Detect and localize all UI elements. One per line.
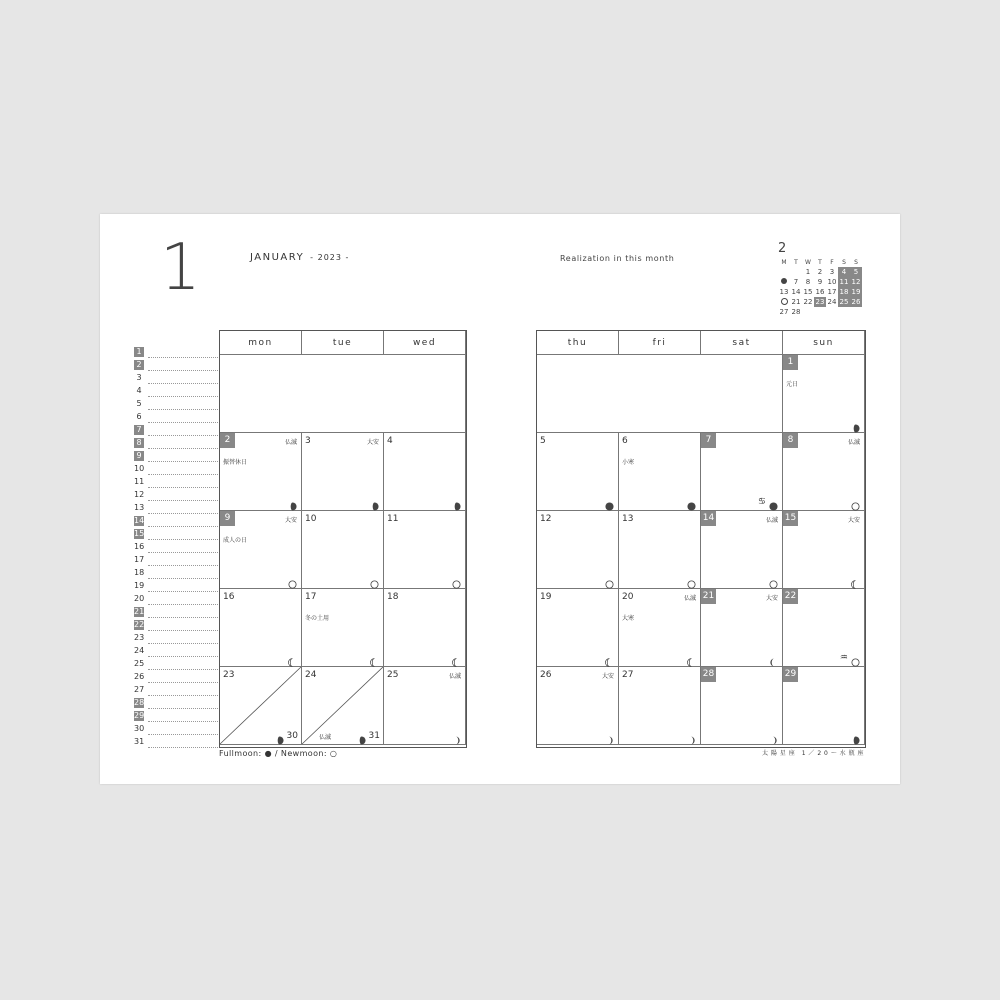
moon-phase-icon <box>357 730 366 739</box>
mini-calendar <box>778 242 868 317</box>
mini-day <box>850 307 862 317</box>
day-number: 24 <box>305 670 317 680</box>
day-number: 4 <box>387 436 393 446</box>
day-number: 26 <box>540 670 552 680</box>
day-line-number: 12 <box>134 490 145 499</box>
day-line-number: 8 <box>134 438 144 448</box>
rokuyo-label: 仏滅 <box>847 439 860 446</box>
moon-phase-icon <box>288 574 297 583</box>
moon-phase-icon <box>275 730 284 739</box>
day-line-number: 17 <box>134 555 145 564</box>
day-cell <box>220 433 302 511</box>
day-line-number: 10 <box>134 464 145 473</box>
mini-day: 24 <box>827 298 837 306</box>
day-cell <box>619 433 701 511</box>
rokuyo-label: 大安 <box>284 517 297 524</box>
month-name: JANUARY <box>250 252 305 263</box>
zodiac-icon: ♋ <box>757 497 766 507</box>
moon-phase-icon <box>605 574 614 583</box>
moon-phase-icon <box>769 730 778 739</box>
rokuyo-label: 大安 <box>601 673 614 680</box>
month-title <box>250 252 349 263</box>
mini-day: 7 <box>793 278 799 286</box>
day-line-number: 3 <box>136 373 142 382</box>
day-line-number: 2 <box>134 360 144 370</box>
day-number: 3 <box>305 436 311 446</box>
holiday-label: 小寒 <box>622 459 635 466</box>
day-cell <box>537 433 619 511</box>
mini-day <box>814 307 826 317</box>
holiday-label: 大寒 <box>622 615 635 622</box>
day-number: 18 <box>387 592 399 602</box>
moon-legend: Fullmoon: ● / Newmoon: ○ <box>219 749 338 758</box>
day-line <box>134 606 218 619</box>
day-cell <box>537 355 783 433</box>
mini-day: 14 <box>791 288 801 296</box>
mini-day: 15 <box>803 288 813 296</box>
day-line <box>134 463 218 476</box>
day-line-rule <box>148 435 218 436</box>
day-line-rule <box>148 747 218 748</box>
day-cell <box>220 667 302 745</box>
day-line-rule <box>148 422 218 423</box>
weekday-header: sun <box>783 331 865 355</box>
rokuyo-label: 仏滅 <box>683 595 696 602</box>
calendar-left <box>219 330 467 748</box>
day-line <box>134 502 218 515</box>
mini-day: 13 <box>779 288 789 296</box>
rokuyo-label: 仏滅 <box>284 439 297 446</box>
day-number: 1 <box>783 355 798 370</box>
weekday-header: thu <box>537 331 619 355</box>
day-cell <box>619 667 701 745</box>
day-number: 22 <box>783 589 798 604</box>
day-line-number: 20 <box>134 594 145 603</box>
day-cell <box>537 667 619 745</box>
moon-phase-icon <box>452 730 461 739</box>
day-number: 8 <box>783 433 798 448</box>
mini-day <box>778 297 790 307</box>
day-cell <box>783 355 865 433</box>
moon-phase-icon <box>605 496 614 505</box>
mini-day: 8 <box>805 278 811 286</box>
day-line <box>134 398 218 411</box>
zodiac-icon: ♒ <box>839 653 848 663</box>
day-line-number: 19 <box>134 581 145 590</box>
month-number: 1 <box>160 231 201 305</box>
mini-weekday: M <box>781 258 787 266</box>
weekday-header: tue <box>302 331 384 355</box>
day-line-number: 25 <box>134 659 145 668</box>
day-number: 6 <box>622 436 628 446</box>
day-line <box>134 515 218 528</box>
day-line <box>134 450 218 463</box>
day-cell <box>537 589 619 667</box>
day-number: 21 <box>701 589 716 604</box>
mini-day: 17 <box>827 288 837 296</box>
day-line-rule <box>148 539 218 540</box>
day-line-rule <box>148 357 218 358</box>
mini-day <box>802 307 814 317</box>
day-line-number: 14 <box>134 516 145 525</box>
day-line <box>134 424 218 437</box>
day-line-number: 26 <box>134 672 145 681</box>
day-line <box>134 567 218 580</box>
day-line-number: 9 <box>134 451 144 461</box>
day-number: 11 <box>387 514 399 524</box>
day-line <box>134 658 218 671</box>
day-cell <box>701 511 783 589</box>
moon-phase-icon <box>370 652 379 661</box>
mini-week-row <box>778 277 862 287</box>
moon-phase-icon <box>769 574 778 583</box>
day-cell <box>220 355 466 433</box>
day-number: 2 <box>220 433 235 448</box>
day-line <box>134 645 218 658</box>
day-cell <box>783 511 865 589</box>
mini-day <box>790 267 802 277</box>
day-line <box>134 541 218 554</box>
day-cell <box>701 433 783 511</box>
day-number: 28 <box>701 667 716 682</box>
day-number: 14 <box>701 511 716 526</box>
day-line-rule <box>148 617 218 618</box>
day-line-number: 4 <box>136 386 142 395</box>
mini-day: 1 <box>805 268 811 276</box>
day-cell <box>302 511 384 589</box>
day-line <box>134 619 218 632</box>
mini-day: 12 <box>851 278 861 286</box>
day-line-rule <box>148 500 218 501</box>
day-line-number: 29 <box>134 711 145 720</box>
day-line-rule <box>148 604 218 605</box>
moon-phase-icon <box>452 574 461 583</box>
moon-phase-icon <box>288 652 297 661</box>
year-label: - 2023 - <box>310 253 350 262</box>
mini-day <box>838 307 850 317</box>
day-line <box>134 346 218 359</box>
mini-calendar-table <box>778 257 862 317</box>
split-day-number: 31 <box>368 731 380 741</box>
day-line <box>134 684 218 697</box>
day-number: 13 <box>622 514 634 524</box>
mini-weekday-row <box>778 257 862 267</box>
day-cell <box>302 589 384 667</box>
day-number: 27 <box>622 670 634 680</box>
day-number: 17 <box>305 592 317 602</box>
moon-phase-icon <box>605 652 614 661</box>
moon-phase-icon <box>452 652 461 661</box>
mini-day: 11 <box>839 278 849 286</box>
mini-day: 23 <box>815 298 825 306</box>
mini-day: 5 <box>850 267 862 277</box>
mini-calendar-month: 2 <box>778 241 787 256</box>
day-cell <box>384 667 466 745</box>
mini-day: 10 <box>827 278 837 286</box>
day-line-rule <box>148 552 218 553</box>
day-line-number: 21 <box>134 607 145 616</box>
mini-week-row <box>778 287 862 297</box>
day-line <box>134 632 218 645</box>
day-line-rule <box>148 734 218 735</box>
weekday-header: wed <box>384 331 466 355</box>
day-line-rule <box>148 695 218 696</box>
day-line <box>134 580 218 593</box>
day-line-number: 5 <box>136 399 142 408</box>
day-cell <box>783 667 865 745</box>
day-line-rule <box>148 526 218 527</box>
day-number: 23 <box>223 670 235 680</box>
day-cell <box>701 667 783 745</box>
day-cell <box>537 511 619 589</box>
day-cell <box>220 511 302 589</box>
mini-day: 3 <box>829 268 835 276</box>
day-line-rule <box>148 487 218 488</box>
day-line-rule <box>148 630 218 631</box>
day-line-number: 18 <box>134 568 145 577</box>
day-line-rule <box>148 474 218 475</box>
mini-day: 25 <box>839 298 849 306</box>
day-number: 12 <box>540 514 552 524</box>
mini-week-row <box>778 267 862 277</box>
day-number: 25 <box>387 670 399 680</box>
mini-day: 2 <box>817 268 823 276</box>
day-line-number: 15 <box>134 529 145 538</box>
moon-phase-icon <box>851 730 860 739</box>
day-number: 20 <box>622 592 634 602</box>
day-line-number: 23 <box>134 633 145 642</box>
day-line-rule <box>148 721 218 722</box>
mini-weekday: T <box>794 258 798 266</box>
day-line-number: 22 <box>134 620 145 629</box>
day-line <box>134 671 218 684</box>
day-line-rule <box>148 370 218 371</box>
day-number: 7 <box>701 433 716 448</box>
rokuyo-label: 仏滅 <box>448 673 461 680</box>
day-line <box>134 489 218 502</box>
day-number: 10 <box>305 514 317 524</box>
moon-phase-icon <box>851 496 860 505</box>
moon-phase-icon <box>687 652 696 661</box>
day-line <box>134 593 218 606</box>
day-cell <box>783 589 865 667</box>
day-number: 9 <box>220 511 235 526</box>
day-line-rule <box>148 656 218 657</box>
weekday-header: fri <box>619 331 701 355</box>
mini-day: 19 <box>851 288 861 296</box>
day-line <box>134 554 218 567</box>
day-cell <box>701 589 783 667</box>
mini-day: 27 <box>779 308 789 316</box>
day-line <box>134 723 218 736</box>
day-line <box>134 710 218 723</box>
day-line-rule <box>148 448 218 449</box>
mini-weekday: T <box>818 258 822 266</box>
day-number: 16 <box>223 592 235 602</box>
day-line-number: 27 <box>134 685 145 694</box>
moon-phase-icon <box>687 730 696 739</box>
day-number: 5 <box>540 436 546 446</box>
holiday-label: 振替休日 <box>223 459 248 466</box>
day-cell <box>783 433 865 511</box>
day-cell <box>619 589 701 667</box>
rokuyo-label: 仏滅 <box>765 517 778 524</box>
moon-phase-icon <box>769 652 778 661</box>
mini-day: 21 <box>791 298 801 306</box>
mini-day: 26 <box>851 298 861 306</box>
day-line-rule <box>148 513 218 514</box>
moon-phase-icon <box>288 496 297 505</box>
moon-phase-icon <box>370 496 379 505</box>
day-line <box>134 437 218 450</box>
solar-sign-note: 太 陽 星 座 1 ／ 2 0 ～ 水 瓶 座 <box>761 750 864 757</box>
mini-weekday: W <box>805 258 811 266</box>
day-cell <box>220 589 302 667</box>
day-line <box>134 736 218 749</box>
moon-phase-icon <box>370 574 379 583</box>
moon-phase-icon <box>687 574 696 583</box>
rokuyo-label: 大安 <box>847 517 860 524</box>
day-line <box>134 359 218 372</box>
day-line <box>134 385 218 398</box>
day-line-rule <box>148 643 218 644</box>
day-line-number: 7 <box>134 425 144 435</box>
moon-phase-icon <box>851 418 860 427</box>
day-line-rule <box>148 409 218 410</box>
rokuyo-label: 大安 <box>765 595 778 602</box>
moon-phase-icon <box>605 730 614 739</box>
day-line-rule <box>148 669 218 670</box>
rokuyo-label: 大安 <box>366 439 379 446</box>
day-cell <box>384 433 466 511</box>
moon-phase-icon <box>851 574 860 583</box>
day-number: 19 <box>540 592 552 602</box>
calendar-right <box>536 330 866 748</box>
day-line-rule <box>148 682 218 683</box>
mini-day: 4 <box>838 267 850 277</box>
moon-phase-icon <box>769 496 778 505</box>
day-line <box>134 697 218 710</box>
day-line-rule <box>148 708 218 709</box>
day-number: 29 <box>783 667 798 682</box>
day-line-rule <box>148 461 218 462</box>
weekday-header: mon <box>220 331 302 355</box>
mini-day <box>778 277 790 287</box>
full-moon-icon <box>781 278 787 284</box>
mini-day <box>826 307 838 317</box>
day-line-rule <box>148 578 218 579</box>
moon-phase-icon <box>851 652 860 661</box>
mini-weekday: S <box>854 258 858 266</box>
realization-title: Realization in this month <box>560 254 675 263</box>
rokuyo-label: 仏滅 <box>319 734 332 741</box>
moon-phase-icon <box>687 496 696 505</box>
day-cell <box>302 433 384 511</box>
holiday-label: 成人の日 <box>223 537 248 544</box>
day-cell <box>384 511 466 589</box>
day-number: 15 <box>783 511 798 526</box>
mini-week-row <box>778 297 862 307</box>
day-line-rule <box>148 396 218 397</box>
day-line-number: 16 <box>134 542 145 551</box>
day-line <box>134 476 218 489</box>
day-line-number: 31 <box>134 737 145 746</box>
day-cell <box>302 667 384 745</box>
mini-week-row <box>778 307 862 317</box>
weekday-header: sat <box>701 331 783 355</box>
day-line-number: 13 <box>134 503 145 512</box>
mini-day <box>778 267 790 277</box>
day-cell <box>384 589 466 667</box>
mini-day: 18 <box>839 288 849 296</box>
new-moon-icon <box>781 298 788 305</box>
holiday-label: 元日 <box>786 381 799 388</box>
day-line-number: 6 <box>136 412 142 421</box>
mini-weekday: F <box>830 258 834 266</box>
mini-weekday: S <box>842 258 846 266</box>
mini-day: 16 <box>815 288 825 296</box>
day-line-rule <box>148 565 218 566</box>
split-day-number: 30 <box>286 731 298 741</box>
mini-day: 22 <box>803 298 813 306</box>
day-cell <box>619 511 701 589</box>
day-line-rule <box>148 383 218 384</box>
day-line-number: 30 <box>134 724 145 733</box>
day-line-number: 11 <box>134 477 145 486</box>
day-line-number: 28 <box>134 698 145 707</box>
day-line <box>134 372 218 385</box>
holiday-label: 冬の土用 <box>305 615 330 622</box>
moon-phase-icon <box>452 496 461 505</box>
day-line-number: 24 <box>134 646 145 655</box>
day-line-rule <box>148 591 218 592</box>
day-lines <box>134 346 218 749</box>
mini-day: 9 <box>817 278 823 286</box>
day-line <box>134 411 218 424</box>
mini-day: 28 <box>791 308 801 316</box>
day-line <box>134 528 218 541</box>
day-line-number: 1 <box>134 347 144 357</box>
